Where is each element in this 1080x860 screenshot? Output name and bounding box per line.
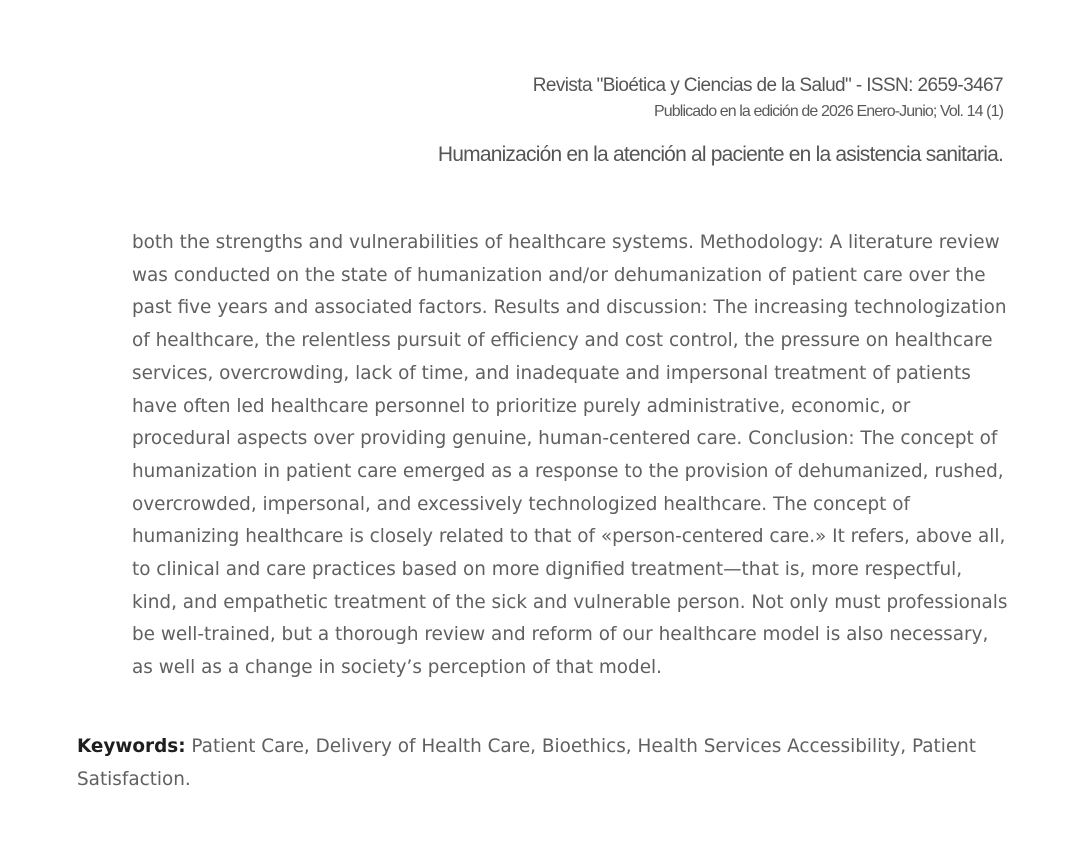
keywords-label: Keywords:	[77, 736, 186, 757]
keywords-line	[77, 731, 1007, 796]
keywords-text: Patient Care, Delivery of Health Care, Bioethics, Health Services Accessibility, Patient Satisfaction.	[77, 736, 977, 790]
page-header	[438, 72, 1003, 170]
article-title: Humanización en la atención al paciente en la asistencia sanitaria.	[437, 143, 1003, 166]
journal-title: Revista "Bioética y Ciencias de la Salud" - ISSN: 2659-3467	[532, 75, 1003, 96]
abstract-text: both the strengths and vulnerabilities of healthcare systems. Methodology: A literature review was conducted on the state of humanization and/or dehumanization of patient care over the past five years and associated factors. Results and discussion: The increasing technologization of healthcare, the relentless pursuit of efficiency and cost control, the pressure on healthcare services, overcrowding, lack of time, and inadequate and impersonal treatment of patients have often led healthcare personnel to prioritize purely administrative, economic, or procedural aspects over providing genuine, human-centered care. Conclusion: The concept of humanization in patient care emerged as a response to the provision of dehumanized, rushed, overcrowded, impersonal, and excessively technologized healthcare. The concept of humanizing healthcare is closely related to that of «person-centered care.» It refers, above all, to clinical and care practices based on more dignified treatment—that is, more respectful, kind, and empathetic treatment of the sick and vulnerable person. Not only must professionals be well-trained, but a thorough review and reform of our healthcare model is also necessary, as well as a change in society’s perception of that model.	[132, 232, 1008, 679]
edition-info: Publicado en la edición de 2026 Enero-Junio; Vol. 14 (1)	[654, 103, 1003, 120]
